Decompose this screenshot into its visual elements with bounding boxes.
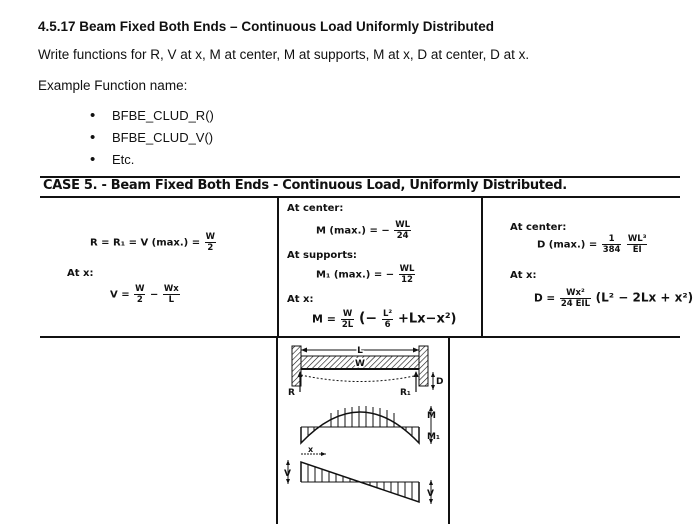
x-dimension (301, 452, 326, 456)
moment-support-formula: M₁ (max.) = − $\frac{WL}{12}$ (316, 264, 415, 285)
shear-diagram (301, 462, 419, 502)
moment-x-formula: M = $\frac{W}{2L}$ (− $\frac{\text{L²}}{6}$ +Lx−x²) (312, 309, 457, 330)
at-x-label: At x: (510, 270, 537, 281)
section-title: 4.5.17 Beam Fixed Both Ends – Continuous Load Uniformly Distributed (38, 19, 495, 34)
reaction-label-left: R (288, 388, 295, 398)
deflection-dimension (431, 372, 435, 390)
at-supports-label: At supports: (287, 250, 357, 261)
at-x-label: At x: (287, 294, 314, 305)
instruction-text: Write functions for R, V at x, M at center, M at supports, M at x, D at center, D at x. (38, 47, 530, 62)
deflected-shape (301, 375, 419, 382)
shear-formula: V = $\frac{W}{2}$ − $\frac{Wx}{L}$ (110, 284, 179, 305)
at-center-label: At center: (510, 222, 567, 233)
moment-center-formula: M (max.) = − $\frac{WL}{24}$ (316, 220, 411, 241)
deflection-label: D (436, 377, 444, 387)
span-label: L (357, 346, 363, 356)
case-table (40, 176, 694, 338)
moment-diagram (301, 406, 419, 443)
shear-label-right: V (427, 489, 434, 499)
reaction-arrow-right (414, 371, 419, 392)
case-title: CASE 5. - Beam Fixed Both Ends - Continuous Load, Uniformly Distributed. (43, 178, 567, 193)
deflection-center-formula: D (max.) = $\frac{1}{384}$ $\frac{\text{WL³}}{EI}$ (537, 234, 647, 255)
example-item: • BFBE_CLUD_R() (90, 107, 214, 129)
x-label: x (308, 445, 314, 454)
at-center-label: At center: (287, 203, 344, 214)
at-x-label: At x: (67, 268, 94, 279)
table-header-rule (40, 196, 680, 198)
example-label: Example Function name: (38, 78, 188, 93)
example-item: • Etc. (90, 151, 214, 173)
moment-label: M (427, 411, 436, 421)
table-bottom-rule (40, 336, 680, 338)
example-item: • BFBE_CLUD_V() (90, 129, 214, 151)
column-divider (277, 196, 279, 338)
reaction-formula: R = R₁ = V (max.) = $\frac{W}{2}$ (90, 232, 215, 253)
reaction-label-right: R₁ (400, 388, 411, 398)
shear-label-left: V (284, 469, 291, 479)
moment-support-label: M₁ (427, 432, 440, 442)
load-label: W (355, 359, 365, 369)
deflection-x-formula: D = Wx² 24 EIL (L² − 2Lx + x²) (534, 288, 694, 309)
fixed-support-right (419, 346, 428, 386)
beam-diagram (276, 342, 450, 522)
example-list (90, 107, 214, 173)
column-divider (481, 196, 483, 338)
